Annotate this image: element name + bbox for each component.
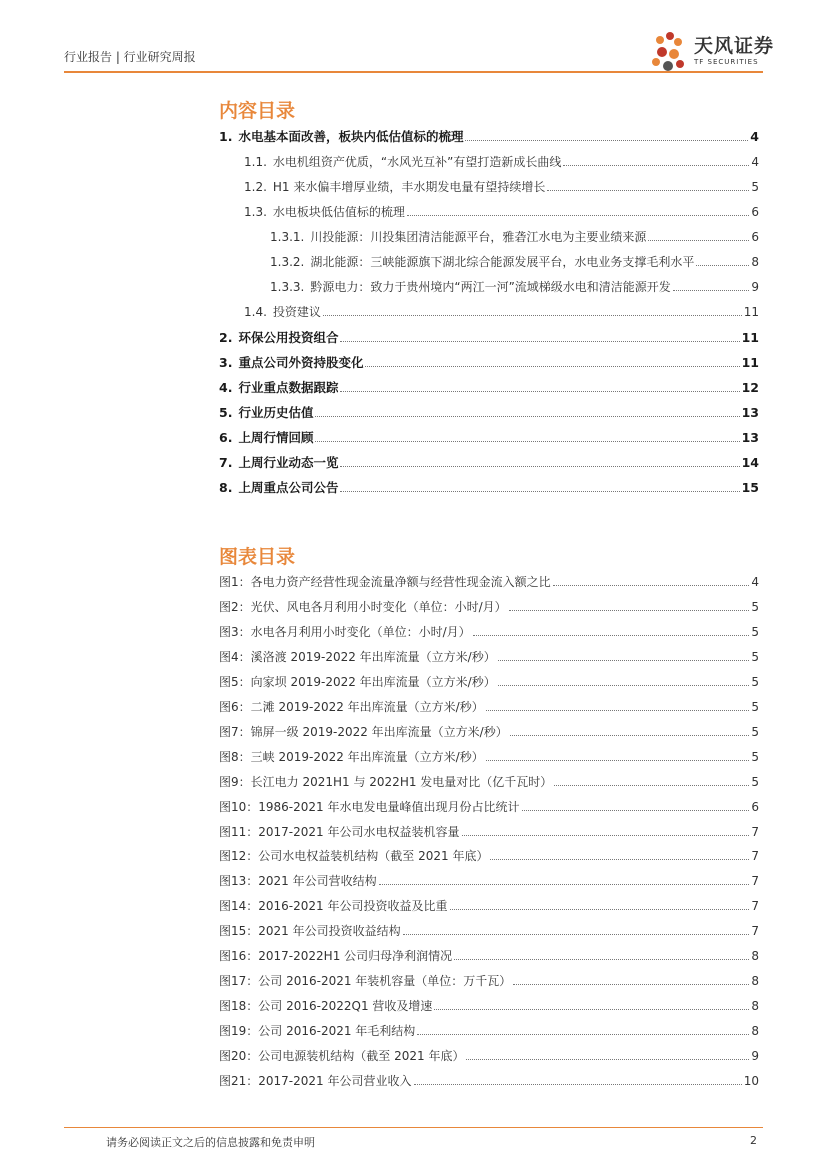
figure-entry-title: 图10：1986-2021 年水电发电量峰值出现月份占比统计: [219, 799, 520, 814]
toc-entry-page: 15: [741, 480, 759, 495]
dot-leader: [340, 341, 739, 342]
toc-entry-title: 重点公司外资持股变化: [238, 355, 364, 370]
figure-entry-page: 5: [751, 724, 759, 739]
figure-entry[interactable]: [219, 773, 759, 793]
dot-leader: [340, 491, 739, 492]
figure-entry[interactable]: [219, 922, 759, 942]
dot-leader: [696, 265, 749, 266]
figure-entry-page: 5: [751, 599, 759, 614]
figure-entry-title: 图4：溪洛渡 2019-2022 年出库流量（立方米/秒）: [219, 649, 496, 664]
figure-entry-page: 8: [751, 949, 759, 964]
toc-entry[interactable]: [244, 178, 759, 198]
figure-entry-title: 图21：2017-2021 年公司营业收入: [219, 1074, 412, 1088]
dot-leader: [315, 416, 739, 417]
toc-entry-page: 9: [751, 280, 759, 294]
figure-entry-page: 7: [751, 924, 759, 939]
toc-entry-number: 1.4.: [244, 305, 267, 319]
toc-entry[interactable]: [244, 203, 759, 223]
figure-entry[interactable]: [219, 897, 759, 917]
figure-entry[interactable]: [219, 573, 759, 593]
dot-leader: [417, 1034, 749, 1035]
toc-entry-number: 1.1.: [244, 155, 267, 169]
figure-entry-page: 5: [751, 624, 759, 639]
dot-leader: [522, 810, 750, 811]
figure-entry-page: 7: [751, 899, 759, 914]
toc-entry[interactable]: [219, 127, 759, 147]
dot-leader: [553, 585, 750, 586]
toc-entry[interactable]: [219, 428, 759, 448]
toc-entry-title: 上周行情回顾: [238, 430, 314, 445]
figure-entry-page: 7: [751, 874, 759, 889]
dot-leader: [403, 934, 750, 935]
figure-entry[interactable]: [219, 648, 759, 668]
toc-entry-page: 11: [741, 330, 759, 345]
figure-entry-title: 图8：三峡 2019-2022 年出库流量（立方米/秒）: [219, 749, 484, 764]
toc-entry-page: 14: [741, 455, 759, 470]
figure-entry[interactable]: [219, 823, 759, 843]
figure-entry[interactable]: [219, 673, 759, 693]
figure-entry-page: 8: [751, 1024, 759, 1039]
figure-entry-page: 7: [751, 824, 759, 839]
dot-leader: [414, 1084, 742, 1085]
dot-leader: [473, 635, 750, 636]
dot-leader: [673, 290, 750, 291]
toc-title: 内容目录: [219, 100, 296, 122]
toc-entry-title: 水电板块低估值标的梳理: [272, 205, 405, 219]
dot-leader: [365, 366, 739, 367]
toc-entry[interactable]: [244, 303, 759, 323]
figure-entry[interactable]: [219, 598, 759, 618]
figure-entry[interactable]: [219, 997, 759, 1017]
figure-entry-page: 5: [751, 674, 759, 689]
dot-leader: [547, 190, 749, 191]
toc-entry-title: 水电基本面改善，板块内低估值标的梳理: [238, 129, 464, 144]
toc-entry-title: 黔源电力：致力于贵州境内“两江一河”流域梯级水电和清洁能源开发: [310, 280, 671, 294]
dot-leader: [554, 785, 749, 786]
toc-entry-title: 水电机组资产优质，“水风光互补”有望打造新成长曲线: [272, 155, 562, 169]
figure-entry-page: 8: [751, 974, 759, 989]
figure-entry-title: 图3：水电各月利用小时变化（单位：小时/月）: [219, 624, 471, 639]
dot-leader: [434, 1009, 749, 1010]
dot-leader: [465, 140, 748, 141]
dot-leader: [510, 735, 750, 736]
toc-entry[interactable]: [219, 478, 759, 498]
toc-entry-page: 13: [741, 405, 759, 420]
toc-entry-title: 行业重点数据跟踪: [238, 380, 339, 395]
dot-leader: [648, 240, 749, 241]
toc-entry-title: 上周行业动态一览: [238, 455, 339, 470]
figure-entry-title: 图12：公司水电权益装机结构（截至 2021 年底）: [219, 849, 489, 864]
toc-entry-number: 1.3.3.: [270, 280, 305, 294]
toc-entry-title: 投资建议: [272, 305, 321, 319]
toc-entry[interactable]: [219, 453, 759, 473]
toc-entry[interactable]: [219, 353, 759, 373]
page-number: 2: [750, 1134, 757, 1147]
toc-entry[interactable]: [219, 403, 759, 423]
toc-entry[interactable]: [270, 228, 759, 248]
figure-entry-title: 图16：2017-2022H1 公司归母净利润情况: [219, 949, 453, 964]
dot-leader: [498, 660, 750, 661]
figure-entry-title: 图9：长江电力 2021H1 与 2022H1 发电量对比（亿千瓦时）: [219, 774, 553, 789]
toc-entry-title: 湖北能源：三峡能源旗下湖北综合能源发展平台，水电业务支撑毛利水平: [310, 255, 695, 269]
toc-entry-page: 11: [743, 305, 759, 319]
toc-entry-title: H1 来水偏丰增厚业绩，丰水期发电量有望持续增长: [272, 180, 546, 194]
figure-entry[interactable]: [219, 798, 759, 818]
toc-entry-title: 上周重点公司公告: [238, 480, 339, 495]
dot-leader: [315, 441, 739, 442]
figure-entry[interactable]: [219, 1022, 759, 1042]
toc-entry-page: 11: [741, 355, 759, 370]
toc-entry-number: 1.3.: [244, 205, 267, 219]
toc-entry-page: 8: [751, 255, 759, 269]
toc-entry-number: 1.: [219, 129, 233, 144]
figure-entry-page: 6: [751, 799, 759, 814]
figure-entry-title: 图6：二滩 2019-2022 年出库流量（立方米/秒）: [219, 699, 484, 714]
figure-entry[interactable]: [219, 623, 759, 643]
figure-entry-title: 图1：各电力资产经营性现金流量净额与经营性现金流入额之比: [219, 575, 551, 589]
dot-leader: [323, 315, 742, 316]
toc-entry-number: 5.: [219, 405, 233, 420]
toc-entry-number: 1.3.1.: [270, 230, 305, 244]
toc-entry-page: 13: [741, 430, 759, 445]
figure-entry-title: 图11：2017-2021 年公司水电权益装机容量: [219, 824, 460, 839]
footer-divider: [64, 1127, 763, 1128]
toc-entry-number: 7.: [219, 455, 233, 470]
figure-entry-title: 图18：公司 2016-2022Q1 营收及增速: [219, 999, 433, 1014]
figure-entry[interactable]: [219, 972, 759, 992]
toc-entry-page: 6: [751, 230, 759, 244]
dot-leader: [454, 959, 749, 960]
figure-entry-page: 7: [751, 849, 759, 864]
dot-leader: [490, 859, 749, 860]
figure-entry-title: 图7：锦屏一级 2019-2022 年出库流量（立方米/秒）: [219, 724, 508, 739]
toc-entry-number: 8.: [219, 480, 233, 495]
figure-entry-title: 图17：公司 2016-2021 年装机容量（单位：万千瓦）: [219, 974, 512, 989]
toc-entry[interactable]: [219, 378, 759, 398]
logo-wordmark: 天风证券: [694, 35, 775, 57]
toc-entry-number: 4.: [219, 380, 233, 395]
toc-entry-page: 4: [750, 129, 759, 144]
figure-entry-page: 5: [751, 774, 759, 789]
toc-entry-number: 6.: [219, 430, 233, 445]
toc-entry-title: 环保公用投资组合: [238, 330, 339, 345]
figure-entry[interactable]: [219, 1072, 759, 1092]
figure-entry-title: 图19：公司 2016-2021 年毛利结构: [219, 1024, 416, 1039]
figure-entry-title: 图15：2021 年公司投资收益结构: [219, 924, 401, 939]
dot-leader: [450, 909, 750, 910]
figure-entry-page: 10: [743, 1074, 759, 1088]
dot-leader: [513, 984, 749, 985]
toc-entry-number: 1.2.: [244, 180, 267, 194]
toc-entry[interactable]: [219, 328, 759, 348]
figure-entry-title: 图5：向家坝 2019-2022 年出库流量（立方米/秒）: [219, 674, 496, 689]
figure-entry[interactable]: [219, 748, 759, 768]
figure-entry-page: 4: [751, 575, 759, 589]
dot-leader: [466, 1059, 749, 1060]
toc-entry-number: 2.: [219, 330, 233, 345]
figure-entry[interactable]: [219, 698, 759, 718]
toc-entry-page: 4: [751, 155, 759, 169]
dot-leader: [379, 884, 750, 885]
toc-entry-title: 川投能源：川投集团清洁能源平台，雅砻江水电为主要业绩来源: [310, 230, 647, 244]
figures-title: 图表目录: [219, 546, 296, 568]
toc-entry-number: 1.3.2.: [270, 255, 305, 269]
dot-leader: [563, 165, 749, 166]
toc-entry-title: 行业历史估值: [238, 405, 314, 420]
disclaimer-footer: 请务必阅读正文之后的信息披露和免责申明: [106, 1136, 315, 1149]
figure-entry-title: 图20：公司电源装机结构（截至 2021 年底）: [219, 1049, 465, 1064]
figure-entry-page: 5: [751, 749, 759, 764]
dot-leader: [340, 466, 739, 467]
figure-entry-page: 8: [751, 999, 759, 1014]
figure-entry-page: 9: [751, 1049, 759, 1064]
toc-entry-page: 6: [751, 205, 759, 219]
dot-leader: [498, 685, 750, 686]
toc-entry-number: 3.: [219, 355, 233, 370]
dot-leader: [407, 215, 749, 216]
figure-entry-title: 图13：2021 年公司营收结构: [219, 874, 377, 889]
report-type-header: 行业报告 | 行业研究周报: [64, 50, 196, 64]
toc-entry[interactable]: [244, 153, 759, 173]
dot-leader: [486, 710, 750, 711]
figure-entry[interactable]: [219, 847, 759, 867]
figure-entry[interactable]: [219, 872, 759, 892]
figure-entry-title: 图14：2016-2021 年公司投资收益及比重: [219, 899, 448, 914]
dot-leader: [486, 760, 750, 761]
figure-entry[interactable]: [219, 723, 759, 743]
figure-entry[interactable]: [219, 1047, 759, 1067]
figure-entry-page: 5: [751, 699, 759, 714]
dot-leader: [462, 835, 750, 836]
figure-entry[interactable]: [219, 947, 759, 967]
figure-entry-title: 图2：光伏、风电各月利用小时变化（单位：小时/月）: [219, 599, 507, 614]
toc-entry[interactable]: [270, 253, 759, 273]
toc-entry[interactable]: [270, 278, 759, 298]
dot-leader: [340, 391, 739, 392]
dot-leader: [509, 610, 750, 611]
figure-entry-page: 5: [751, 649, 759, 664]
toc-entry-page: 5: [751, 180, 759, 194]
toc-entry-page: 12: [741, 380, 759, 395]
logo-subtitle: TF SECURITIES: [694, 58, 759, 66]
